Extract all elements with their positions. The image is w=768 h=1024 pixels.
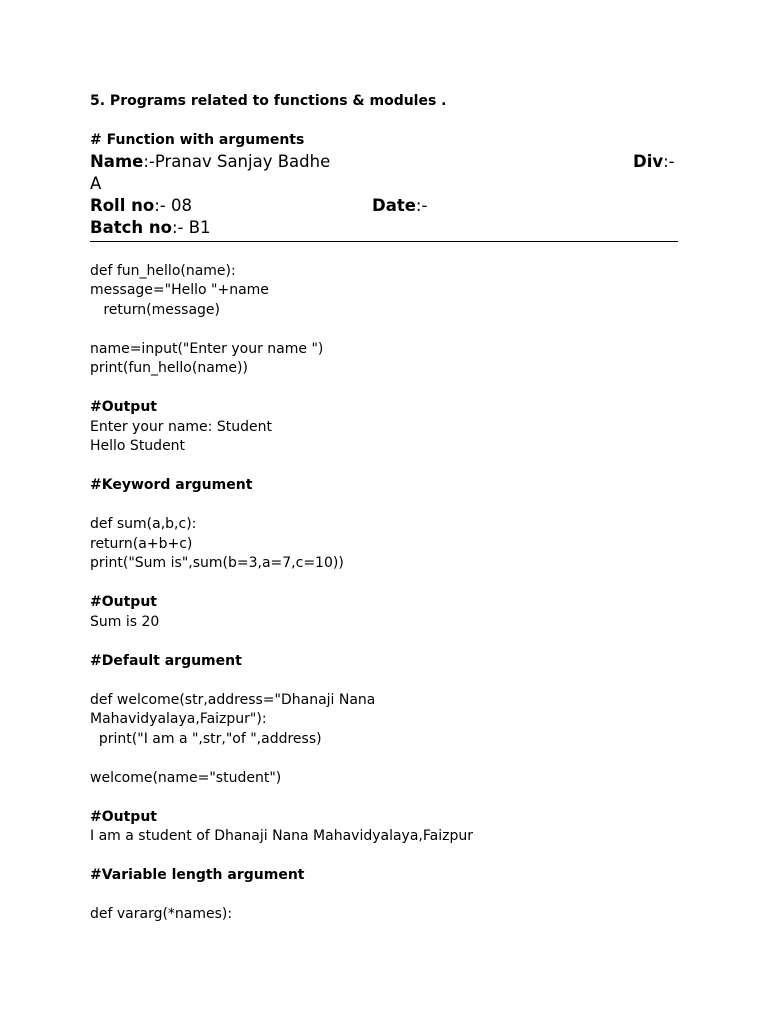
- output-label: #Output: [90, 594, 157, 610]
- batch-label: Batch no: [90, 217, 172, 237]
- output-line: Sum is 20: [90, 613, 160, 630]
- date-label: Date: [372, 195, 416, 215]
- document-page: [90, 92, 678, 925]
- div-value-row: [90, 173, 678, 195]
- output-line: I am a student of Dhanaji Nana Mahavidyalaya,Faizpur: [90, 828, 473, 844]
- date-value: :-: [415, 195, 428, 215]
- roll-value: :- 08: [154, 195, 192, 215]
- student-info: [90, 151, 678, 239]
- code-line: def vararg(*names):: [90, 906, 233, 922]
- code-line: Mahavidyalaya,Faizpur"):: [90, 711, 267, 727]
- div-separator: :-: [663, 151, 675, 171]
- code-line: return(message): [90, 301, 220, 318]
- code-block-call: [90, 340, 678, 379]
- section-title-variable-length-argument: #Variable length argument: [90, 867, 305, 883]
- code-line: return(a+b+c): [90, 535, 193, 552]
- name-label: Name: [90, 151, 144, 171]
- roll-label: Roll no: [90, 195, 155, 215]
- div-label: Div: [633, 151, 664, 171]
- code-line: print("Sum is",sum(b=3,a=7,c=10)): [90, 555, 344, 571]
- batch-row: [90, 217, 678, 239]
- code-line: name=input("Enter your name "): [90, 340, 324, 357]
- code-line: def fun_hello(name):: [90, 262, 236, 279]
- code-block-fun-hello: [90, 262, 678, 321]
- code-line: print("I am a ",str,"of ",address): [90, 730, 322, 747]
- code-line: def sum(a,b,c):: [90, 516, 197, 532]
- roll-row: [90, 195, 678, 217]
- page-title: 5. Programs related to functions & modules .: [90, 93, 447, 109]
- name-value: :-Pranav Sanjay Badhe: [143, 151, 331, 171]
- date-field: [372, 195, 427, 217]
- code-line: message="Hello "+name: [90, 282, 269, 298]
- batch-value: :- B1: [171, 217, 211, 237]
- section-title-default-argument: #Default argument: [90, 652, 242, 669]
- section-heading-function-arguments: # Function with arguments: [90, 132, 305, 148]
- output-line: Hello Student: [90, 438, 186, 454]
- output-label: #Output: [90, 399, 157, 415]
- code-line: welcome(name="student"): [90, 769, 282, 786]
- div-value: A: [90, 173, 102, 193]
- name-row: [90, 151, 678, 173]
- div-field: [633, 151, 675, 173]
- code-line: print(fun_hello(name)): [90, 360, 248, 376]
- section-title-keyword-argument: #Keyword argument: [90, 477, 253, 493]
- output-label: #Output: [90, 808, 157, 825]
- output-line: Enter your name: Student: [90, 418, 272, 435]
- header-divider: [90, 241, 678, 242]
- code-line: def welcome(str,address="Dhanaji Nana: [90, 691, 376, 708]
